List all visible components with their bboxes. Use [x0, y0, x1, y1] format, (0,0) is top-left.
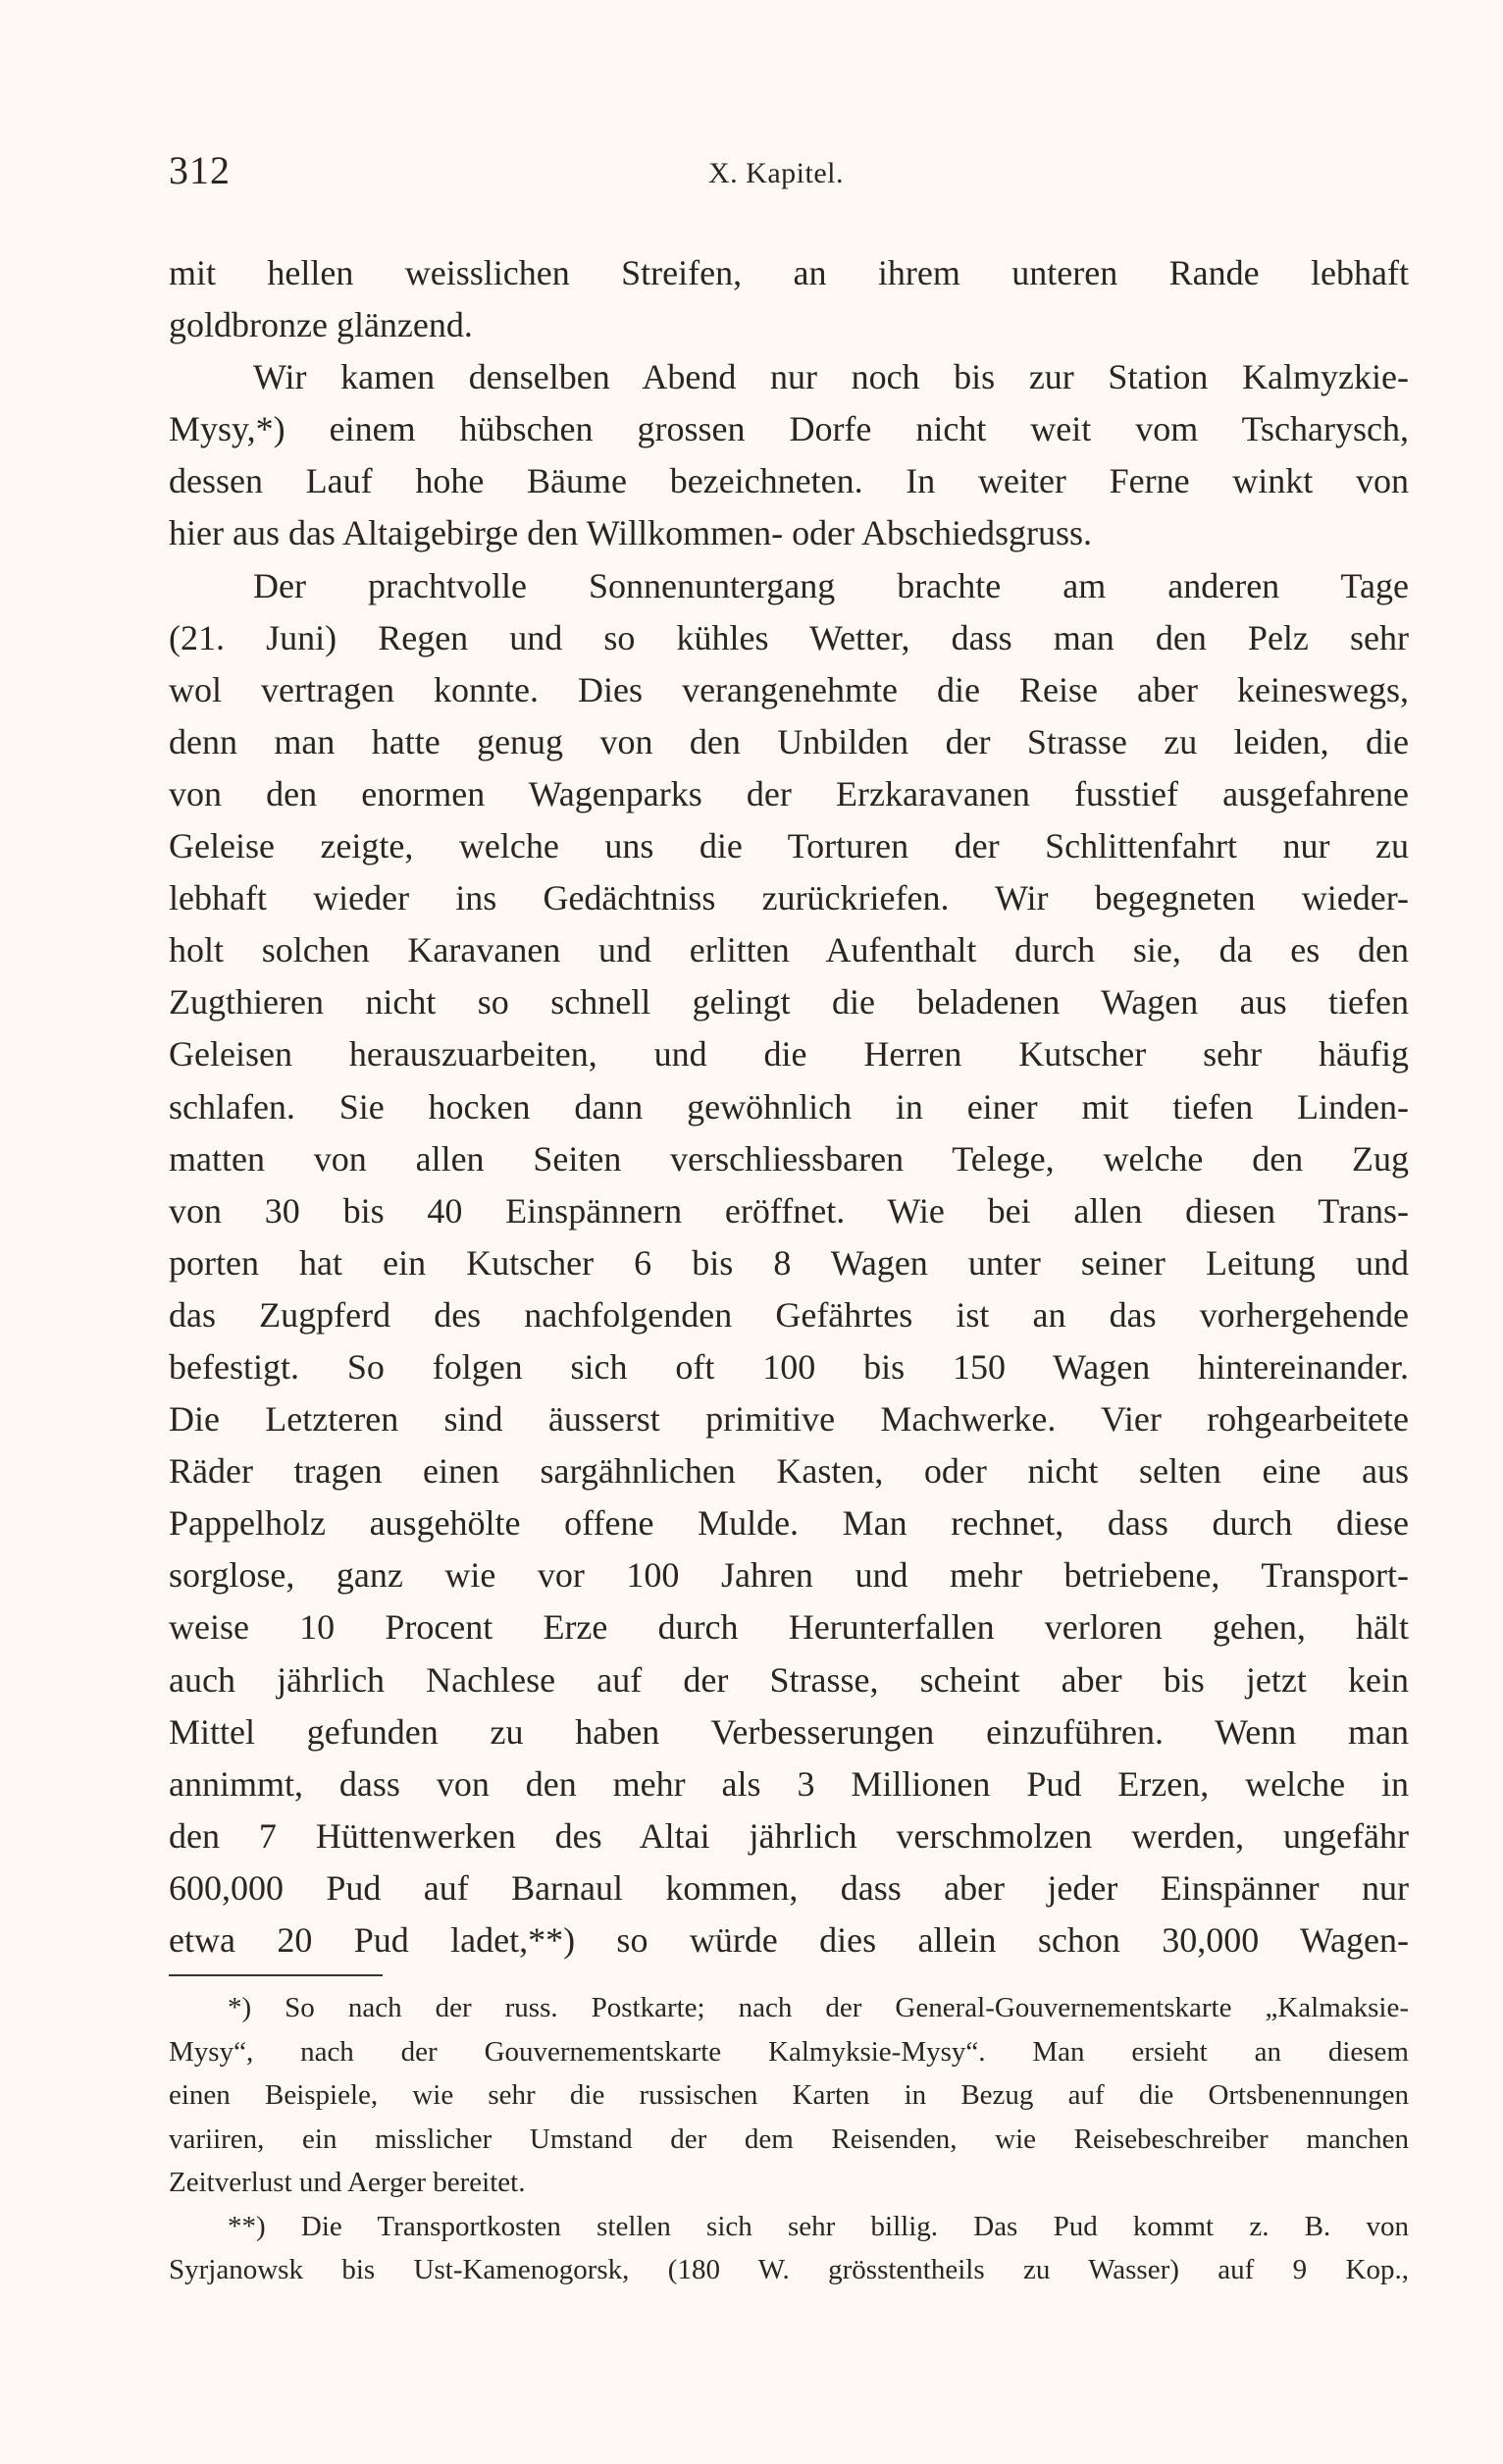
text-line: (21. Juni) Regen und so kühles Wetter, dass man den Pelz sehr	[169, 617, 1409, 657]
text-line: das Zugpferd des nachfolgenden Gefährtes ist an das vorhergehende	[169, 1294, 1409, 1335]
text-line: Mysy,*) einem hübschen grossen Dorfe nicht weit vom Tscharysch,	[169, 409, 1409, 449]
text-line: porten hat ein Kutscher 6 bis 8 Wagen unter seiner Leitung und	[169, 1242, 1409, 1283]
text-line: von 30 bis 40 Einspännern eröffnet. Wie bei allen diesen Trans-	[169, 1190, 1409, 1231]
text-line: den 7 Hüttenwerken des Altai jährlich verschmolzen werden, ungefähr	[169, 1815, 1409, 1856]
footnote-line: variiren, ein misslicher Umstand der dem Reisenden, wie Reisebeschreiber manchen	[169, 2123, 1409, 2155]
footnote-line: Mysy“, nach der Gouvernementskarte Kalmyksie-Mysy“. Man ersieht an diesem	[169, 2035, 1409, 2068]
text-line: Der prachtvolle Sonnenuntergang brachte am anderen Tage	[253, 565, 1409, 605]
page-header	[169, 147, 1409, 206]
text-line: Geleise zeigte, welche uns die Torturen der Schlittenfahrt nur zu	[169, 826, 1409, 866]
text-line: Wir kamen denselben Abend nur noch bis zur Station Kalmyzkie-	[253, 357, 1409, 397]
text-line: Zugthieren nicht so schnell gelingt die beladenen Wagen aus tiefen	[169, 982, 1409, 1022]
footnote-line: Zeitverlust und Aerger bereitet.	[169, 2167, 526, 2199]
text-line: goldbronze glänzend.	[169, 305, 473, 345]
text-line: etwa 20 Pud ladet,**) so würde dies allein schon 30,000 Wagen-	[169, 1920, 1409, 1960]
text-line: matten von allen Seiten verschliessbaren Telege, welche den Zug	[169, 1138, 1409, 1179]
footnote-divider	[169, 1974, 383, 1976]
footnotes	[169, 1986, 1409, 2292]
text-line: weise 10 Procent Erze durch Herunterfallen verloren gehen, hält	[169, 1607, 1409, 1648]
text-line: von den enormen Wagenparks der Erzkaravanen fusstief ausgefahrene	[169, 773, 1409, 813]
text-line: Die Letzteren sind äusserst primitive Machwerke. Vier rohgearbeitete	[169, 1399, 1409, 1440]
footnote-line: Syrjanowsk bis Ust-Kamenogorsk, (180 W. grösstentheils zu Wasser) auf 9 Kop.,	[169, 2254, 1409, 2286]
text-line: auch jährlich Nachlese auf der Strasse, scheint aber bis jetzt kein	[169, 1659, 1409, 1700]
text-line: befestigt. So folgen sich oft 100 bis 150 Wagen hintereinander.	[169, 1346, 1409, 1387]
text-line: denn man hatte genug von den Unbilden der Strasse zu leiden, die	[169, 721, 1409, 761]
text-line: annimmt, dass von den mehr als 3 Millionen Pud Erzen, welche in	[169, 1763, 1409, 1804]
text-line: sorglose, ganz wie vor 100 Jahren und mehr betriebene, Transport-	[169, 1555, 1409, 1596]
footnote-line: *) So nach der russ. Postkarte; nach der General-Gouvernementskarte „Kalmaksie-	[228, 1992, 1409, 2024]
book-page	[169, 147, 1409, 2292]
text-line: Mittel gefunden zu haben Verbesserungen einzuführen. Wenn man	[169, 1711, 1409, 1752]
text-line: Geleisen herauszuarbeiten, und die Herren Kutscher sehr häufig	[169, 1034, 1409, 1075]
text-line: Räder tragen einen sargähnlichen Kasten, oder nicht selten eine aus	[169, 1451, 1409, 1492]
text-line: holt solchen Karavanen und erlitten Aufenthalt durch sie, da es den	[169, 930, 1409, 970]
text-line: 600,000 Pud auf Barnaul kommen, dass aber jeder Einspänner nur	[169, 1867, 1409, 1908]
running-head: X. Kapitel.	[708, 157, 844, 189]
text-line: mit hellen weisslichen Streifen, an ihrem unteren Rande lebhaft	[169, 253, 1409, 292]
text-line: Pappelholz ausgehölte offene Mulde. Man rechnet, dass durch diese	[169, 1503, 1409, 1544]
text-line: hier aus das Altaigebirge den Willkommen- oder Abschiedsgruss.	[169, 513, 1093, 553]
text-line: schlafen. Sie hocken dann gewöhnlich in einer mit tiefen Linden-	[169, 1086, 1409, 1127]
footnote-line: **) Die Transportkosten stellen sich sehr billig. Das Pud kommt z. B. von	[228, 2210, 1409, 2242]
text-line: dessen Lauf hohe Bäume bezeichneten. In weiter Ferne winkt von	[169, 461, 1409, 501]
text-line: lebhaft wieder ins Gedächtniss zurückriefen. Wir begegneten wieder-	[169, 878, 1409, 918]
page-number: 312	[169, 148, 231, 192]
text-line: wol vertragen konnte. Dies verangenehmte die Reise aber keineswegs,	[169, 669, 1409, 709]
footnote-line: einen Beispiele, wie sehr die russischen Karten in Bezug auf die Ortsbenennungen	[169, 2079, 1409, 2112]
main-text	[169, 247, 1409, 1966]
